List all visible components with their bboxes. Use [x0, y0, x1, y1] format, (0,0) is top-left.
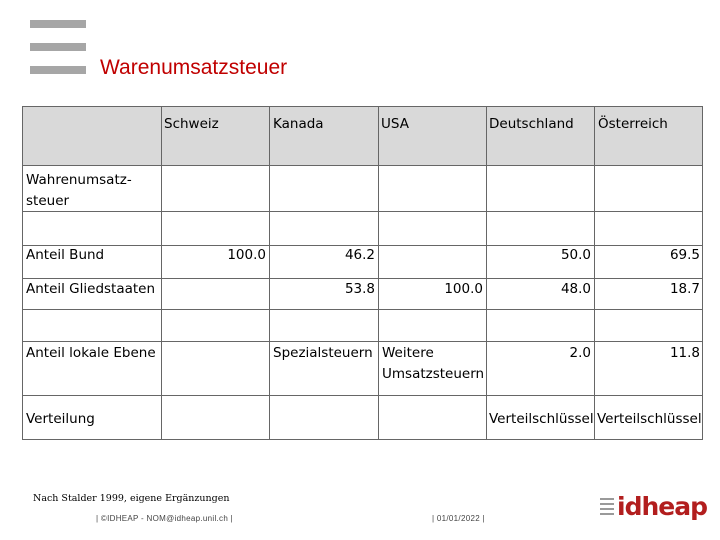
row-divider	[22, 165, 703, 166]
cell-lokal-usa: Weitere Umsatzsteuern	[382, 345, 485, 382]
row-label-verteilung: Verteilung	[26, 411, 95, 427]
footer-copyright: | ©IDHEAP - NOM@idheap.unil.ch |	[96, 514, 234, 523]
column-divider	[161, 107, 162, 440]
idheap-logo	[600, 491, 707, 521]
row-label-warenumsatzsteuer: Wahrenumsatz- steuer	[26, 172, 132, 209]
row-divider	[22, 341, 703, 342]
slide-title: Warenumsatzsteuer	[100, 56, 288, 79]
column-header-deutschland: Deutschland	[489, 116, 574, 132]
row-divider	[22, 395, 703, 396]
idheap-bars-icon	[600, 498, 614, 515]
logo-bar	[30, 66, 86, 74]
column-header-usa: USA	[381, 116, 409, 132]
column-divider	[594, 107, 595, 440]
row-label-bund: Anteil Bund	[26, 247, 105, 263]
logo-bar	[30, 20, 86, 28]
footer-date: | 01/01/2022 |	[432, 514, 485, 523]
column-divider	[486, 107, 487, 440]
cell-bund-oesterreich: 69.5	[669, 247, 700, 263]
row-divider	[22, 309, 703, 310]
cell-lokal-kanada: Spezialsteuern	[273, 345, 373, 361]
logo-bar	[30, 43, 86, 51]
cell-verteilung-oesterreich: Verteilschlüssel	[597, 411, 702, 427]
table-frame	[22, 106, 703, 440]
column-divider	[378, 107, 379, 440]
idheap-wordmark: idheap	[617, 491, 707, 521]
row-label-lokal: Anteil lokale Ebene	[26, 345, 156, 361]
cell-gliedstaaten-deutschland: 48.0	[560, 281, 591, 297]
cell-verteilung-deutschland: Verteilschlüssel	[489, 411, 594, 427]
cell-gliedstaaten-oesterreich: 18.7	[669, 281, 700, 297]
cell-lokal-deutschland: 2.0	[569, 345, 591, 361]
cell-bund-kanada: 46.2	[344, 247, 375, 263]
cell-bund-deutschland: 50.0	[560, 247, 591, 263]
cell-lokal-oesterreich: 11.8	[669, 345, 700, 361]
column-header-oesterreich: Österreich	[598, 116, 668, 132]
column-header-schweiz: Schweiz	[164, 116, 219, 132]
cell-gliedstaaten-kanada: 53.8	[344, 281, 375, 297]
column-divider	[269, 107, 270, 440]
column-header-kanada: Kanada	[273, 116, 324, 132]
row-label-gliedstaaten: Anteil Gliedstaaten	[26, 281, 156, 297]
cell-gliedstaaten-usa: 100.0	[444, 281, 483, 297]
cell-bund-schweiz: 100.0	[227, 247, 266, 263]
source-footnote: Nach Stalder 1999, eigene Ergänzungen	[33, 493, 230, 504]
